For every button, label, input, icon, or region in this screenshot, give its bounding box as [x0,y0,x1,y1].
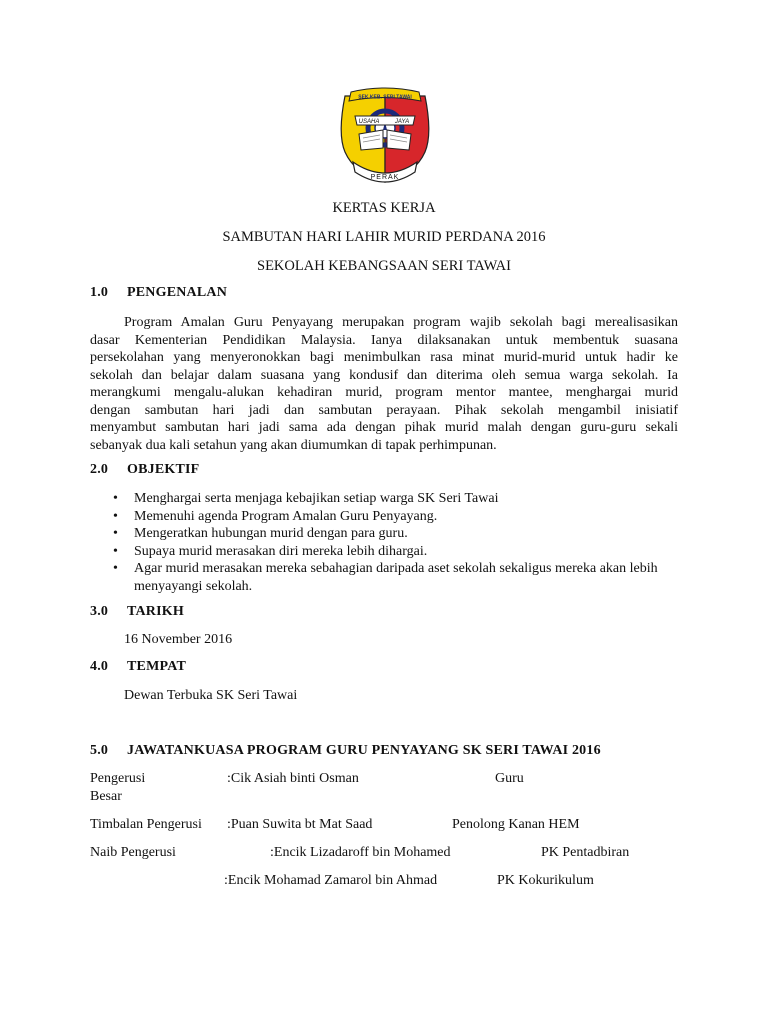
paragraph-line: sebanyak dua kali setahun yang akan diumumkan di tapak perhimpunan. [90,437,497,453]
section-heading-4 [90,659,186,675]
section-heading-1 [90,285,227,301]
committee-role: Naib Pengerusi [90,845,176,860]
section-title: PENGENALAN [127,285,228,300]
objectives-list [90,490,694,595]
section-number: 5.0 [90,743,109,758]
bullet-icon: • [113,508,118,524]
committee-position: Guru [495,771,524,786]
section-title: TEMPAT [127,659,187,674]
section-title: TARIKH [127,604,184,619]
bullet-icon: • [113,543,118,559]
paragraph-line: merangkumi mengalu-alukan kehadiran murid, program mentor mantee, menghargai murid [90,385,678,400]
paragraph-line: persekolahan yang menyeronokkan bagi menimbulkan rasa minat murid-murid untuk hadir ke [90,350,678,365]
section-number: 4.0 [90,659,109,674]
paragraph-line: menyambut sambutan hari jadi sama ada dengan pihak murid malah dengan guru-guru sekali [90,420,678,435]
school-name: SEKOLAH KEBANGSAAN SERI TAWAI [257,258,511,274]
doc-title: KERTAS KERJA [332,200,436,216]
committee-name: :Encik Mohamad Zamarol bin Ahmad [224,873,438,888]
list-item: • Mengeratkan hubungan murid dengan para guru. [113,526,408,541]
committee-role: Timbalan Pengerusi [90,817,202,832]
committee-position: Penolong Kanan HEM [452,817,580,832]
section-number: 2.0 [90,462,109,477]
paragraph-line: sekolah dan belajar dalam suasana yang kondusif dan diterima oleh semua warga sekolah. Ia [90,367,678,383]
list-item: • Agar murid merasakan mereka sebahagian daripada aset sekolah sekaligus mereka akan lebih menyayangi sekolah. [113,561,658,594]
section-number: 3.0 [90,604,109,619]
doc-subtitle: SAMBUTAN HARI LAHIR MURID PERDANA 2016 [222,229,546,245]
committee-name: :Puan Suwita bt Mat Saad [227,817,373,832]
section-number: 1.0 [90,285,109,300]
section-heading-2 [90,462,199,478]
committee-role: Pengerusi [90,771,146,786]
list-item: • Menghargai serta menjaga kebajikan setiap warga SK Seri Tawai [113,491,499,506]
program-venue: Dewan Terbuka SK Seri Tawai [124,688,298,703]
school-crest-logo [335,86,435,194]
section-title: OBJEKTIF [127,462,200,477]
paragraph-line: dasar Kementerian Pendidikan Malaysia. Ianya dilaksanakan untuk membentuk suasana [90,332,678,348]
list-item: • Memenuhi agenda Program Amalan Guru Penyayang. [113,508,438,524]
list-item: • Supaya murid merasakan diri mereka lebih dihargai. [113,543,428,559]
committee-position: PK Kokurikulum [497,873,594,888]
crest-motto-left: USAHA [358,119,380,125]
bullet-icon: • [113,491,118,506]
intro-paragraph [90,314,678,454]
committee-position: PK Pentadbiran [541,845,630,860]
crest-motto-right: JAYA [394,119,410,125]
bullet-icon: • [113,561,118,576]
section-heading-5 [90,743,601,759]
committee-position-cont: Besar [90,789,122,804]
bullet-icon: • [113,526,118,541]
crest-banner-text: SEK.KEB. SERI TAWAI [358,94,412,101]
section-title: JAWATANKUASA PROGRAM GURU PENYAYANG SK SERI TAWAI 2016 [127,743,601,758]
committee-name: :Cik Asiah binti Osman [227,771,359,786]
section-heading-3 [90,604,184,620]
paragraph-line: dengan sambutan hari jadi dan sambutan perayaan. Pihak sekolah mengambil inisiatif [90,402,678,418]
committee-name: :Encik Lizadaroff bin Mohamed [270,845,451,860]
crest-bottom-text: PERAK [370,174,400,181]
program-date: 16 November 2016 [124,632,233,647]
paragraph-line: Program Amalan Guru Penyayang merupakan program wajib sekolah bagi merealisasikan [124,315,678,330]
